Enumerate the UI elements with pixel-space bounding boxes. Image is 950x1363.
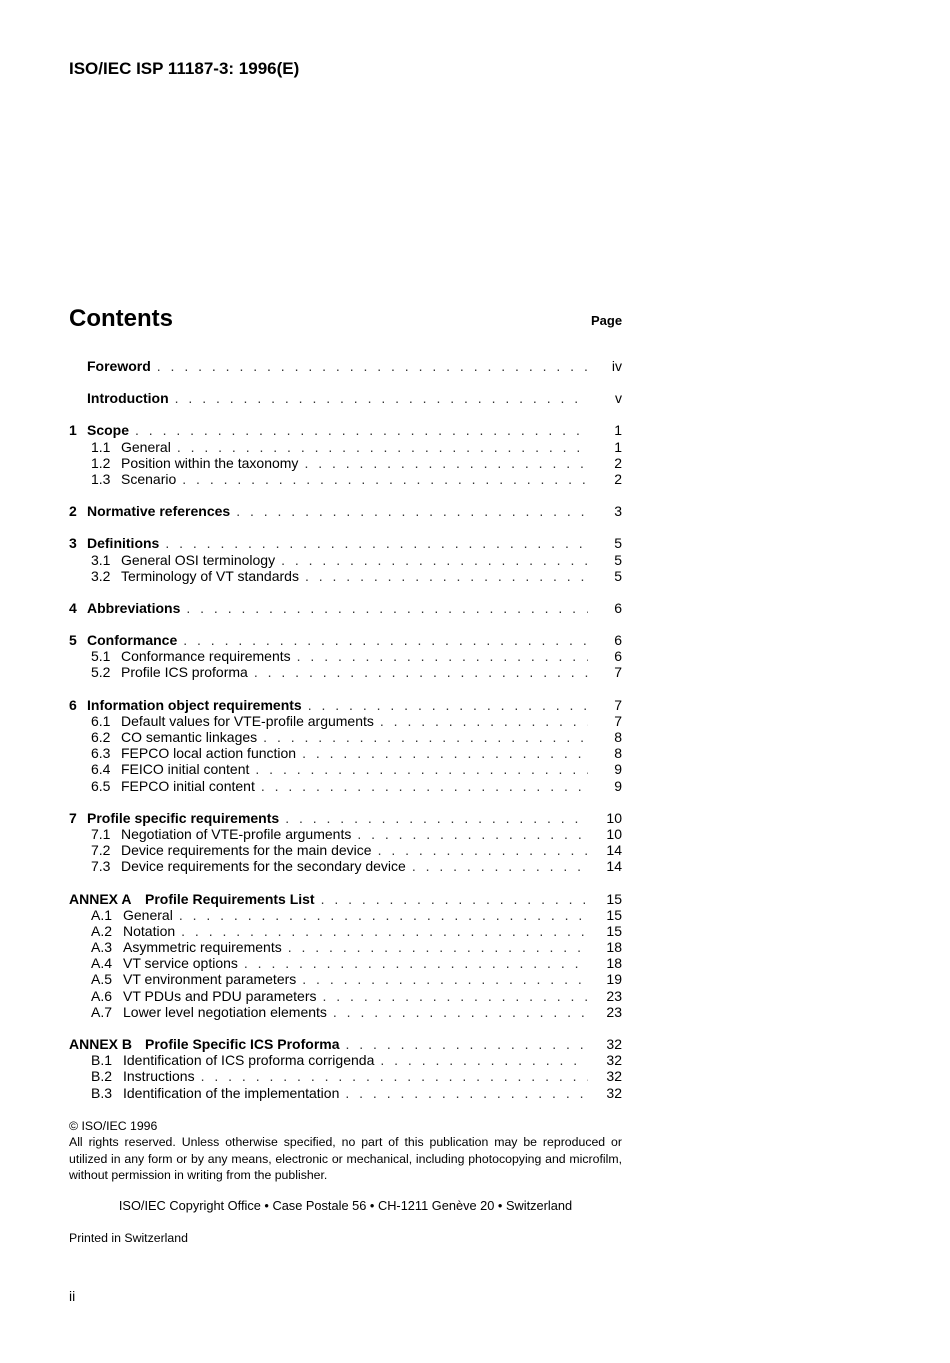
toc-entry-title: VT PDUs and PDU parameters — [123, 987, 317, 1004]
toc-entry-title: Instructions — [123, 1068, 195, 1085]
toc-entry-page: 14 — [606, 842, 622, 859]
toc-entry-page: 14 — [606, 858, 622, 875]
toc-entry-title: Terminology of VT standards — [121, 567, 299, 584]
toc-entry-number: B.3 — [91, 1084, 113, 1101]
toc-entry-page: 7 — [614, 664, 622, 681]
toc-subentry[interactable] — [69, 568, 622, 584]
toc-entry-title: Device requirements for the secondary device — [121, 858, 406, 875]
toc-entry[interactable] — [69, 810, 622, 826]
toc-entry-title: Identification of ICS proforma corrigenda — [123, 1052, 375, 1069]
toc-subentry[interactable] — [69, 552, 622, 568]
toc-subentry[interactable] — [69, 471, 622, 487]
toc-entry[interactable] — [69, 1085, 622, 1101]
annex-group — [69, 1036, 622, 1101]
toc-entry-title: Default values for VTE-profile arguments — [121, 712, 374, 729]
toc-entry-title: FEICO initial content — [121, 761, 250, 778]
toc-entry-title: Notation — [123, 922, 176, 939]
page-column-label: Page — [591, 313, 623, 328]
toc-entry-number: 5.2 — [91, 664, 111, 681]
toc-entry-page: 7 — [614, 712, 622, 729]
toc-entry-number: B.1 — [91, 1052, 113, 1069]
dot-leader — [297, 648, 588, 664]
toc-entry-title: CO semantic linkages — [121, 729, 258, 745]
toc-group — [69, 390, 622, 406]
toc-entry-number: A.2 — [91, 922, 113, 939]
toc-subentry[interactable] — [69, 745, 622, 761]
toc-entry[interactable] — [69, 503, 622, 519]
toc-entry-page: 3 — [614, 503, 622, 520]
toc-entry-page: 32 — [606, 1052, 622, 1069]
toc-entry-page: 32 — [606, 1036, 622, 1052]
dot-leader — [236, 503, 588, 519]
toc-entry[interactable] — [69, 1052, 622, 1068]
dot-leader — [322, 988, 588, 1004]
toc-entry-number: 5.1 — [91, 648, 111, 665]
toc-subentry[interactable] — [69, 648, 622, 664]
toc-subentry[interactable] — [69, 455, 622, 471]
dot-leader — [357, 826, 588, 842]
toc-entry-number: 6.4 — [91, 761, 111, 778]
printed-in: Printed in Switzerland — [69, 1231, 188, 1245]
toc-entry-page: 15 — [606, 890, 622, 907]
dot-leader — [244, 955, 588, 971]
dot-leader — [255, 761, 588, 777]
toc-entry-number: A.6 — [91, 987, 113, 1004]
toc-entry-title: Position within the taxonomy — [121, 454, 299, 471]
document-header: ISO/IEC ISP 11187-3: 1996(E) — [69, 59, 300, 78]
toc-entry-page: 18 — [606, 939, 622, 956]
toc-entry-number: 1.1 — [91, 438, 111, 455]
toc-entry[interactable] — [69, 891, 622, 907]
toc-entry-page: 6 — [614, 632, 622, 649]
dot-leader — [288, 939, 588, 955]
toc-entry-page: 1 — [614, 438, 622, 455]
rights-statement: All rights reserved. Unless otherwise specified, no part of this publication may be reproduced or utilized in any form or by any means, electronic or mechanical, including photocopying and microfilm, without permission in writing from the publisher. — [69, 1135, 622, 1182]
toc-entry-page: 32 — [606, 1068, 622, 1085]
toc-entry-title: Profile specific requirements — [87, 809, 280, 826]
dot-leader — [321, 891, 588, 907]
toc-entry-title: Conformance requirements — [121, 648, 291, 665]
toc-subentry[interactable] — [69, 664, 622, 680]
toc-entry-number: 7.1 — [91, 825, 111, 842]
toc-entry-page: 15 — [606, 922, 622, 939]
toc-entry[interactable] — [69, 988, 622, 1004]
toc-entry-title: Negotiation of VTE-profile arguments — [121, 825, 352, 842]
toc-entry-page: 2 — [614, 470, 622, 487]
toc-entry-title: Information object requirements — [87, 696, 302, 713]
toc-entry[interactable] — [69, 535, 622, 551]
toc-entry-page: 1 — [614, 422, 622, 439]
toc-entry-title: Introduction — [87, 390, 169, 407]
toc-subentry[interactable] — [69, 826, 622, 842]
toc-entry-title: Foreword — [87, 358, 151, 374]
toc-entry-number: 3 — [69, 535, 77, 552]
dot-leader — [346, 1036, 589, 1052]
toc-entry-title: Lower level negotiation elements — [123, 1003, 327, 1020]
toc-entry-number: A.1 — [91, 906, 113, 923]
dot-leader — [281, 552, 588, 568]
dot-leader — [378, 842, 588, 858]
toc-entry-number: 1 — [69, 422, 77, 439]
toc-group — [69, 422, 622, 487]
toc-entry-number: 7.2 — [91, 842, 111, 859]
toc-entry-page: 6 — [614, 599, 622, 616]
toc-entry-page: 23 — [606, 1003, 622, 1020]
toc-entry-number: ANNEX B — [69, 1036, 133, 1052]
toc-entry-title: Identification of the implementation — [123, 1084, 340, 1101]
dot-leader — [304, 455, 588, 471]
toc-subentry[interactable] — [69, 713, 622, 729]
contents-title: Contents — [69, 305, 173, 332]
toc-entry-title: Normative references — [87, 503, 231, 520]
toc-group — [69, 358, 622, 374]
dot-leader — [380, 713, 588, 729]
dot-leader — [183, 632, 588, 648]
toc-entry-page: 7 — [614, 696, 622, 713]
dot-leader — [201, 1068, 588, 1084]
toc-entry-title: FEPCO local action function — [121, 745, 297, 762]
toc-entry-title: General — [121, 438, 171, 455]
toc-entry-number: 3.1 — [91, 551, 111, 568]
table-of-contents — [69, 358, 622, 1117]
toc-entry-number: 5 — [69, 632, 77, 649]
dot-leader — [412, 858, 588, 874]
toc-entry-title: Abbreviations — [87, 599, 181, 616]
dot-leader — [305, 568, 588, 584]
toc-entry-title: Conformance — [87, 632, 178, 649]
toc-entry-title: Asymmetric requirements — [123, 939, 282, 956]
toc-entry-title: VT environment parameters — [123, 971, 297, 988]
toc-entry-page: 5 — [614, 551, 622, 568]
toc-entry-number: 7 — [69, 809, 77, 826]
toc-entry-number: A.3 — [91, 939, 113, 956]
toc-subentry[interactable] — [69, 761, 622, 777]
toc-entry-title: Scope — [87, 422, 130, 439]
dot-leader — [179, 907, 588, 923]
toc-entry-page: 9 — [614, 777, 622, 794]
dot-leader — [135, 422, 588, 438]
toc-entry[interactable] — [69, 422, 622, 438]
toc-entry-number: ANNEX A — [69, 890, 132, 907]
toc-entry-number: A.4 — [91, 955, 113, 972]
dot-leader — [182, 471, 588, 487]
toc-entry-title: Definitions — [87, 535, 160, 552]
toc-entry-number: 2 — [69, 503, 77, 520]
toc-entry-number: 3.2 — [91, 567, 111, 584]
dot-leader — [165, 535, 588, 551]
toc-entry-number: 6.1 — [91, 712, 111, 729]
page-number: ii — [69, 1288, 76, 1304]
toc-entry-title: General OSI terminology — [121, 551, 276, 568]
toc-entry-number: 6.5 — [91, 777, 111, 794]
toc-entry-page: iv — [611, 358, 622, 374]
toc-entry-page: 10 — [606, 809, 622, 826]
dot-leader — [308, 697, 588, 713]
toc-entry-number: A.7 — [91, 1003, 113, 1020]
toc-entry-page: 23 — [606, 987, 622, 1004]
annex-group — [69, 891, 622, 1021]
toc-entry-page: 5 — [614, 535, 622, 552]
toc-entry-page: 10 — [606, 825, 622, 842]
dot-leader — [186, 600, 588, 616]
toc-entry-page: 32 — [606, 1084, 622, 1101]
toc-group — [69, 535, 622, 584]
toc-entry-page: 6 — [614, 648, 622, 665]
dot-leader — [333, 1004, 588, 1020]
toc-entry-page: 9 — [614, 761, 622, 778]
toc-group — [69, 810, 622, 875]
toc-entry-page: 19 — [606, 971, 622, 988]
toc-entry-page: 8 — [614, 745, 622, 762]
toc-entry-page: v — [615, 390, 622, 407]
toc-entry-page: 8 — [614, 729, 622, 745]
toc-entry[interactable] — [69, 1068, 622, 1084]
copyright-line: © ISO/IEC 1996 — [69, 1119, 158, 1133]
toc-subentry[interactable] — [69, 858, 622, 874]
toc-entry-number: 6 — [69, 696, 77, 713]
toc-entry[interactable] — [69, 955, 622, 971]
dot-leader — [157, 358, 588, 374]
toc-entry-title: General — [123, 906, 173, 923]
dot-leader — [380, 1052, 588, 1068]
toc-group — [69, 632, 622, 681]
toc-entry-number: 1.3 — [91, 470, 111, 487]
toc-entry[interactable] — [69, 939, 622, 955]
toc-entry[interactable] — [69, 600, 622, 616]
toc-entry-page: 15 — [606, 906, 622, 923]
toc-entry-title: VT service options — [123, 955, 238, 972]
toc-entry[interactable] — [69, 1004, 622, 1020]
dot-leader — [302, 971, 588, 987]
dot-leader — [254, 664, 588, 680]
dot-leader — [175, 390, 588, 406]
toc-subentry[interactable] — [69, 842, 622, 858]
copyright-block — [69, 1118, 622, 1183]
toc-group — [69, 697, 622, 794]
dot-leader — [263, 729, 588, 745]
dot-leader — [285, 810, 588, 826]
toc-entry-title: Scenario — [121, 470, 177, 487]
copyright-office-address: ISO/IEC Copyright Office • Case Postale 56 • CH-1211 Genève 20 • Switzerland — [118, 1198, 573, 1213]
toc-entry[interactable] — [69, 632, 622, 648]
toc-entry[interactable] — [69, 358, 622, 374]
dot-leader — [261, 778, 588, 794]
toc-entry[interactable] — [69, 923, 622, 939]
toc-entry-number: 4 — [69, 599, 77, 616]
toc-entry-number: 6.2 — [91, 729, 111, 745]
toc-entry-title: FEPCO initial content — [121, 777, 255, 794]
toc-entry-title: Profile ICS proforma — [121, 664, 248, 681]
toc-entry-number: B.2 — [91, 1068, 113, 1085]
dot-leader — [302, 745, 588, 761]
toc-subentry[interactable] — [69, 778, 622, 794]
toc-subentry[interactable] — [69, 439, 622, 455]
toc-entry-number: 7.3 — [91, 858, 111, 875]
dot-leader — [345, 1085, 588, 1101]
toc-entry-title: Device requirements for the main device — [121, 842, 372, 859]
toc-entry[interactable] — [69, 971, 622, 987]
toc-subentry[interactable] — [69, 729, 622, 745]
toc-entry-title: Profile Specific ICS Proforma — [145, 1036, 340, 1052]
dot-leader — [181, 923, 588, 939]
toc-entry-number: 6.3 — [91, 745, 111, 762]
toc-entry-number: 1.2 — [91, 454, 111, 471]
toc-entry-page: 2 — [614, 454, 622, 471]
toc-group — [69, 503, 622, 519]
dot-leader — [177, 439, 588, 455]
toc-entry[interactable] — [69, 390, 622, 406]
toc-entry[interactable] — [69, 697, 622, 713]
toc-entry-page: 18 — [606, 955, 622, 972]
toc-entry[interactable] — [69, 907, 622, 923]
toc-entry-number: A.5 — [91, 971, 113, 988]
toc-entry[interactable] — [69, 1036, 622, 1052]
toc-entry-title: Profile Requirements List — [145, 890, 315, 907]
toc-entry-page: 5 — [614, 567, 622, 584]
toc-group — [69, 600, 622, 616]
